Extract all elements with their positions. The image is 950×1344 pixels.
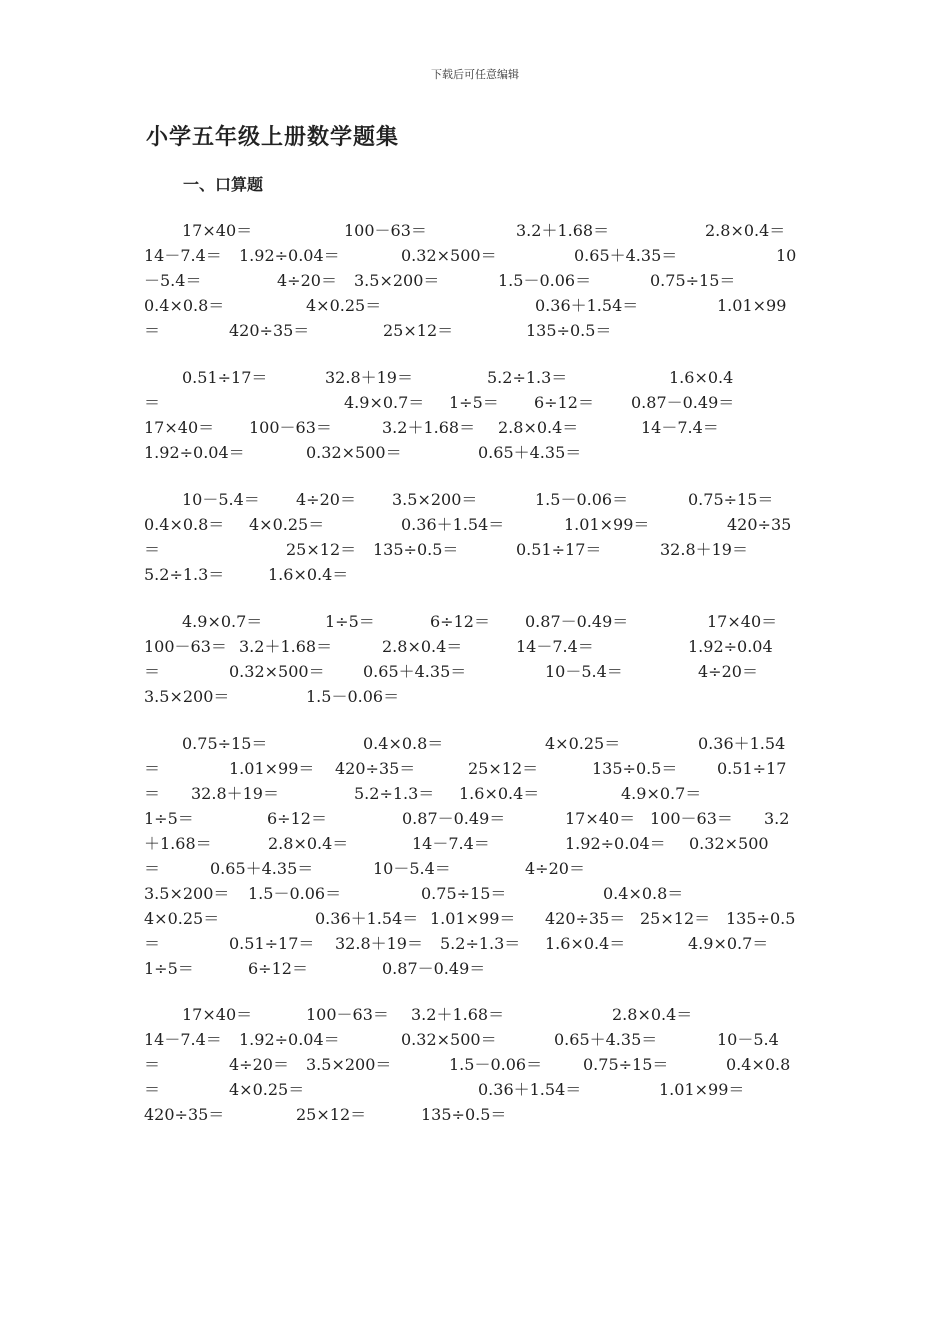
math-problem: 6÷12＝ [534, 393, 594, 412]
math-problem: 4.9×0.7＝ [688, 934, 769, 953]
math-problem: 1.01×99＝ [430, 909, 516, 928]
math-problem: 3.5×200＝ [354, 271, 440, 290]
problem-line [144, 881, 814, 906]
problem-line [144, 806, 814, 831]
problem-line [144, 512, 814, 537]
math-problem: 25×12＝ [383, 321, 454, 340]
math-problem: 1÷5＝ [449, 393, 499, 412]
math-problem: 135÷0.5＝ [592, 759, 678, 778]
math-problem: 1.5－0.06＝ [498, 271, 592, 290]
math-problem: 32.8＋19＝ [660, 540, 748, 559]
math-problem: 5.2÷1.3＝ [440, 934, 521, 953]
problem-line [144, 731, 814, 756]
math-problem: ＝ [144, 759, 161, 778]
math-problem: ＝ [144, 321, 161, 340]
math-problem: ＝ [144, 540, 161, 559]
math-problem: 420÷35＝ [545, 909, 626, 928]
math-problem: 4×0.25＝ [144, 909, 220, 928]
math-problem: 3.2 [764, 809, 790, 828]
math-problem: 1.5－0.06＝ [535, 490, 629, 509]
problem-line [144, 415, 814, 440]
problem-line [144, 487, 814, 512]
math-problem: 0.36＋1.54 [698, 734, 786, 753]
page-header: 下载后可任意编辑 [431, 68, 519, 81]
math-problem: 100－63＝ [650, 809, 733, 828]
problem-line [144, 537, 814, 562]
math-problem: 32.8＋19＝ [335, 934, 423, 953]
math-problem: 14－7.4＝ [516, 637, 594, 656]
math-problem: 1.92÷0.04＝ [565, 834, 666, 853]
problem-line [144, 440, 814, 465]
problem-line [144, 318, 814, 343]
problem-line [144, 906, 814, 931]
math-problem: 10 [776, 246, 797, 265]
math-problem: 17×40＝ [182, 221, 253, 240]
math-problem: 17×40＝ [565, 809, 636, 828]
math-problem: 0.4×0.8＝ [603, 884, 684, 903]
math-problem: 3.5×200＝ [392, 490, 478, 509]
math-problem: 25×12＝ [468, 759, 539, 778]
math-problem: 4÷20＝ [525, 859, 585, 878]
math-problem: 135÷0.5＝ [421, 1105, 507, 1124]
math-problem: 4×0.25＝ [306, 296, 382, 315]
math-problem: 0.4×0.8＝ [144, 515, 225, 534]
page-title: 小学五年级上册数学题集 [146, 124, 400, 150]
math-problem: 1.01×99＝ [229, 759, 315, 778]
problem-line [144, 1102, 814, 1127]
math-problem: 1.01×99＝ [659, 1080, 745, 1099]
math-problem: 1.92÷0.04＝ [239, 246, 340, 265]
math-problem: 5.2÷1.3＝ [354, 784, 435, 803]
math-problem: 0.36＋1.54＝ [315, 909, 419, 928]
math-problem: 0.36＋1.54＝ [535, 296, 639, 315]
math-problem: 3.2＋1.68＝ [239, 637, 333, 656]
math-problem: 420÷35 [727, 515, 792, 534]
problem-block [144, 1002, 814, 1127]
math-problem: 4÷20＝ [229, 1055, 289, 1074]
math-problem: 0.65＋4.35＝ [210, 859, 314, 878]
math-problem: 4.9×0.7＝ [621, 784, 702, 803]
math-problem: 0.4×0.8 [726, 1055, 791, 1074]
problem-line [144, 1027, 814, 1052]
problem-line [144, 931, 814, 956]
problem-line [144, 609, 814, 634]
math-problem: 100－63＝ [306, 1005, 389, 1024]
math-problem: 0.51÷17＝ [516, 540, 602, 559]
math-problem: 17×40＝ [707, 612, 778, 631]
math-problem: 1.5－0.06＝ [248, 884, 342, 903]
math-problem: 0.65＋4.35＝ [478, 443, 582, 462]
problem-block [144, 609, 814, 709]
math-problem: 2.8×0.4＝ [268, 834, 349, 853]
math-problem: 32.8＋19＝ [325, 368, 413, 387]
math-problem: 4.9×0.7＝ [182, 612, 263, 631]
math-problem: 0.65＋4.35＝ [574, 246, 678, 265]
math-problem: 4×0.25＝ [249, 515, 325, 534]
math-problem: ＝ [144, 1055, 161, 1074]
math-problem: 10－5.4 [717, 1030, 779, 1049]
math-problem: 4.9×0.7＝ [344, 393, 425, 412]
math-problem: 1.01×99 [717, 296, 787, 315]
math-problem: 1.5－0.06＝ [306, 687, 400, 706]
math-problem: 1.6×0.4＝ [545, 934, 626, 953]
math-problem: 5.2÷1.3＝ [144, 565, 225, 584]
problem-line [144, 781, 814, 806]
math-problem: 1.6×0.4＝ [268, 565, 349, 584]
math-problem: 25×12＝ [296, 1105, 367, 1124]
math-problem: 10－5.4＝ [373, 859, 451, 878]
math-problem: 17×40＝ [144, 418, 215, 437]
math-problem: 3.2＋1.68＝ [411, 1005, 505, 1024]
math-problem: 1÷5＝ [325, 612, 375, 631]
math-problem: 4÷20＝ [296, 490, 356, 509]
math-problem: 1.6×0.4 [669, 368, 734, 387]
problem-line [144, 562, 814, 587]
math-problem: ＋1.68＝ [144, 834, 212, 853]
math-problem: 1.01×99＝ [564, 515, 650, 534]
math-problem: 1.92÷0.04＝ [144, 443, 245, 462]
math-problem: 0.87－0.49＝ [402, 809, 506, 828]
math-problem: ＝ [144, 393, 161, 412]
problem-line [144, 1002, 814, 1027]
math-problem: 6÷12＝ [267, 809, 327, 828]
math-problem: 3.5×200＝ [144, 687, 230, 706]
math-problem: 3.2＋1.68＝ [516, 221, 610, 240]
math-problem: 10－5.4＝ [182, 490, 260, 509]
problem-line [144, 365, 814, 390]
math-problem: 0.65＋4.35＝ [363, 662, 467, 681]
math-problem: 4×0.25＝ [545, 734, 621, 753]
math-problem: 4÷20＝ [277, 271, 337, 290]
math-problem: 135÷0.5 [726, 909, 796, 928]
problem-block [144, 487, 814, 587]
math-problem: 3.5×200＝ [306, 1055, 392, 1074]
math-problem: 0.75÷15＝ [688, 490, 774, 509]
problem-line [144, 1077, 814, 1102]
math-problem: 100－63＝ [249, 418, 332, 437]
problem-line [144, 856, 814, 881]
math-problem: 1.6×0.4＝ [459, 784, 540, 803]
math-problem: 420÷35＝ [144, 1105, 225, 1124]
math-problem: 6÷12＝ [430, 612, 490, 631]
math-problem: 25×12＝ [286, 540, 357, 559]
math-problem: 0.75÷15＝ [583, 1055, 669, 1074]
math-problem: 2.8×0.4＝ [498, 418, 579, 437]
math-problem: 0.87－0.49＝ [525, 612, 629, 631]
math-problem: 0.51÷17＝ [229, 934, 315, 953]
math-problem: 32.8＋19＝ [191, 784, 279, 803]
math-problem: 0.32×500＝ [401, 1030, 497, 1049]
section-heading: 一、口算题 [183, 175, 264, 194]
math-problem: 0.75÷15＝ [182, 734, 268, 753]
math-problem: 0.51÷17＝ [182, 368, 268, 387]
problem-block [144, 365, 814, 465]
math-problem: 0.4×0.8＝ [363, 734, 444, 753]
problem-line [144, 243, 814, 268]
problem-line [144, 684, 814, 709]
math-problem: 3.2＋1.68＝ [382, 418, 476, 437]
math-problem: 17×40＝ [182, 1005, 253, 1024]
problem-line [144, 268, 814, 293]
math-problem: 0.32×500＝ [229, 662, 325, 681]
math-problem: 0.75÷15＝ [421, 884, 507, 903]
problem-line [144, 218, 814, 243]
math-problem: 14－7.4＝ [641, 418, 719, 437]
math-problem: 25×12＝ [640, 909, 711, 928]
math-problem: 0.51÷17 [717, 759, 787, 778]
math-problem: 6÷12＝ [248, 959, 308, 978]
math-problem: 0.65＋4.35＝ [554, 1030, 658, 1049]
math-problem: 135÷0.5＝ [526, 321, 612, 340]
math-problem: 10－5.4＝ [545, 662, 623, 681]
math-problem: 2.8×0.4＝ [382, 637, 463, 656]
math-problem: 135÷0.5＝ [373, 540, 459, 559]
problem-line [144, 1052, 814, 1077]
math-problem: 420÷35＝ [229, 321, 310, 340]
math-problem: 0.87－0.49＝ [631, 393, 735, 412]
math-problem: 0.36＋1.54＝ [478, 1080, 582, 1099]
math-problem: ＝ [144, 934, 161, 953]
math-problem: －5.4＝ [144, 271, 202, 290]
math-problem: 2.8×0.4＝ [612, 1005, 693, 1024]
math-problem: 1.92÷0.04＝ [239, 1030, 340, 1049]
math-problem: 5.2÷1.3＝ [487, 368, 568, 387]
math-problem: 0.32×500＝ [306, 443, 402, 462]
math-problem: 100－63＝ [144, 637, 227, 656]
math-problem: ＝ [144, 662, 161, 681]
math-problem: ＝ [144, 859, 161, 878]
problem-line [144, 634, 814, 659]
math-problem: 420÷35＝ [335, 759, 416, 778]
math-problem: 0.75÷15＝ [650, 271, 736, 290]
math-problem: 2.8×0.4＝ [705, 221, 786, 240]
math-problem: 1.5－0.06＝ [449, 1055, 543, 1074]
math-problem: 0.32×500＝ [401, 246, 497, 265]
problem-block [144, 731, 814, 981]
math-problem: 1.92÷0.04 [688, 637, 773, 656]
math-problem: 1÷5＝ [144, 959, 194, 978]
math-problem: 4×0.25＝ [229, 1080, 305, 1099]
math-problem: 1÷5＝ [144, 809, 194, 828]
math-problem: 0.87－0.49＝ [382, 959, 486, 978]
math-problem: 4÷20＝ [698, 662, 758, 681]
problem-line [144, 659, 814, 684]
problem-line [144, 831, 814, 856]
problem-line [144, 293, 814, 318]
math-problem: 0.4×0.8＝ [144, 296, 225, 315]
math-problem: 0.36＋1.54＝ [401, 515, 505, 534]
problem-line [144, 956, 814, 981]
math-problem: 100－63＝ [344, 221, 427, 240]
math-problem: 14－7.4＝ [144, 1030, 222, 1049]
math-problem: 3.5×200＝ [144, 884, 230, 903]
problem-line [144, 756, 814, 781]
problem-block [144, 218, 814, 343]
math-problem: 14－7.4＝ [144, 246, 222, 265]
math-problem: 14－7.4＝ [412, 834, 490, 853]
math-problem: 0.32×500 [689, 834, 769, 853]
problem-line [144, 390, 814, 415]
math-problem: ＝ [144, 1080, 161, 1099]
math-problem: ＝ [144, 784, 161, 803]
